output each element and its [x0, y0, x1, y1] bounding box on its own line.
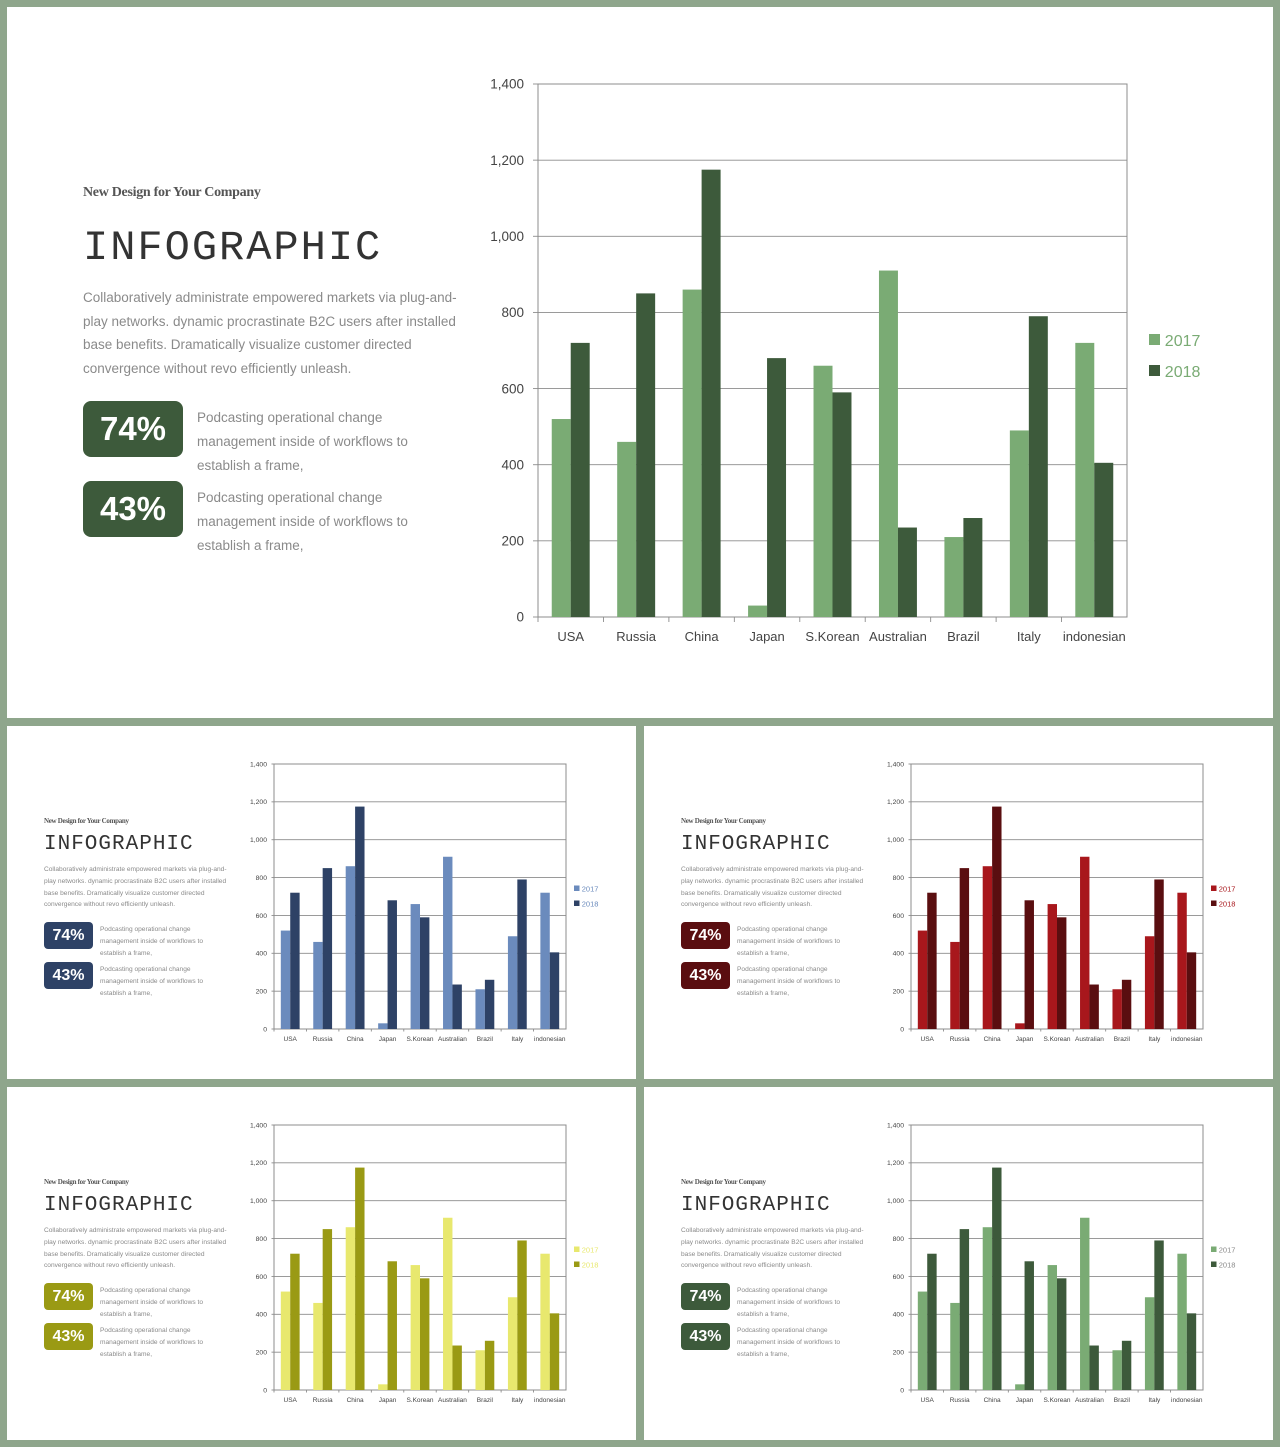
y-tick-label: 800 — [892, 1235, 904, 1243]
x-category-label: S.Korean — [1043, 1036, 1071, 1043]
legend-label: 2018 — [581, 899, 599, 909]
stat-badge: 74% — [681, 922, 730, 949]
x-category-label: Japan — [378, 1036, 397, 1043]
y-tick-label: 200 — [501, 533, 524, 549]
x-category-label: Brazil — [947, 629, 980, 644]
x-category-label: Brazil — [1113, 1036, 1131, 1043]
y-tick-label: 400 — [892, 950, 904, 958]
bar-chart — [869, 1117, 1264, 1407]
slide-yellow — [7, 1087, 636, 1440]
stat-badge: 74% — [44, 1283, 93, 1310]
slide-red — [644, 726, 1273, 1079]
bar-2018-japan — [1025, 1261, 1034, 1390]
y-tick-label: 400 — [255, 1311, 267, 1319]
legend-label: 2017 — [581, 884, 599, 894]
slide-body-text: Collaboratively administrate empowered markets via plug-and-play networks. dynamic procrastinate B2C users after installed base benefits. Dramatically visualize customer directed convergence without revo efficiently unleash. — [44, 866, 227, 909]
legend-swatch — [1211, 886, 1217, 892]
y-tick-label: 200 — [892, 1349, 904, 1357]
legend-swatch — [574, 886, 580, 892]
bar-2018-usa — [571, 343, 590, 617]
y-tick-label: 600 — [892, 912, 904, 920]
bar-2017-brazil — [475, 989, 484, 1029]
y-tick-label: 1,000 — [886, 1198, 904, 1206]
bar-2018-russia — [960, 1229, 969, 1390]
legend-swatch — [574, 1262, 580, 1268]
y-tick-label: 400 — [501, 457, 524, 473]
bar-2018-russia — [636, 293, 655, 617]
stat-description: Podcasting operational change management inside of workflows to establish a frame, — [100, 1327, 203, 1358]
bar-2017-usa — [918, 1292, 927, 1390]
bar-2018-australian — [452, 985, 461, 1029]
legend-label: 2018 — [1218, 899, 1236, 909]
stat-block — [83, 481, 458, 558]
bar-2017-russia — [313, 1303, 322, 1390]
stat-block — [44, 922, 229, 960]
stat-description: Podcasting operational change management inside of workflows to establish a frame, — [737, 926, 840, 957]
bar-2017-italy — [508, 1297, 517, 1390]
x-category-label: Australian — [1074, 1397, 1104, 1404]
bar-2018-italy — [1154, 1240, 1163, 1390]
x-category-label: USA — [920, 1397, 934, 1404]
bar-2018-usa — [290, 893, 299, 1029]
bar-2017-australian — [1080, 1218, 1089, 1390]
y-tick-label: 200 — [255, 988, 267, 996]
slide-subtitle: New Design for Your Company — [681, 1178, 766, 1186]
bar-2017-indonesian — [540, 1254, 549, 1390]
legend-swatch — [1211, 1247, 1217, 1253]
x-category-label: S.Korean — [406, 1036, 434, 1043]
x-category-label: Brazil — [1113, 1397, 1131, 1404]
legend-swatch — [574, 901, 580, 907]
bar-2018-russia — [960, 868, 969, 1029]
bar-2018-russia — [323, 868, 332, 1029]
x-category-label: Brazil — [476, 1036, 494, 1043]
stat-block — [44, 962, 229, 1000]
bar-2017-usa — [918, 931, 927, 1029]
slide-title: INFOGRAPHIC — [44, 833, 194, 856]
slide-subtitle: New Design for Your Company — [44, 1178, 129, 1186]
bar-2018-brazil — [1122, 980, 1131, 1029]
y-tick-label: 1,000 — [490, 229, 524, 245]
y-tick-label: 600 — [501, 381, 524, 397]
bar-2017-brazil — [1112, 1350, 1121, 1390]
bar-2017-russia — [313, 942, 322, 1029]
stat-description: Podcasting operational change management inside of workflows to establish a frame, — [197, 410, 408, 473]
stat-block — [44, 1323, 229, 1361]
bar-2018-usa — [927, 1254, 936, 1390]
y-tick-label: 1,400 — [490, 76, 524, 92]
y-tick-label: 1,400 — [249, 761, 267, 769]
y-tick-label: 1,000 — [249, 1198, 267, 1206]
y-tick-label: 1,400 — [886, 1122, 904, 1130]
y-tick-label: 600 — [255, 912, 267, 920]
y-tick-label: 1,200 — [490, 152, 524, 168]
slide-body-text: Collaboratively administrate empowered markets via plug-and-play networks. dynamic procrastinate B2C users after installed base benefits. Dramatically visualize customer directed convergence without revo efficiently unleash. — [681, 866, 864, 909]
bar-2018-indonesian — [1187, 952, 1196, 1029]
y-tick-label: 1,400 — [249, 1122, 267, 1130]
stat-description: Podcasting operational change management inside of workflows to establish a frame, — [100, 966, 203, 997]
bar-2018-japan — [388, 1261, 397, 1390]
stat-badge: 74% — [44, 922, 93, 949]
bar-2017-skorean — [1048, 904, 1057, 1029]
bar-2017-usa — [281, 1292, 290, 1390]
bar-2017-usa — [281, 931, 290, 1029]
stat-badge: 74% — [681, 1283, 730, 1310]
bar-2018-italy — [1029, 316, 1048, 617]
legend-label: 2017 — [1164, 332, 1201, 350]
bar-2018-japan — [767, 358, 786, 617]
x-category-label: USA — [920, 1036, 934, 1043]
stat-block — [681, 922, 866, 960]
y-tick-label: 400 — [255, 950, 267, 958]
x-category-label: indonesian — [534, 1036, 566, 1043]
bar-2018-skorean — [420, 917, 429, 1029]
bar-2018-australian — [898, 528, 917, 617]
stat-badge: 43% — [681, 1323, 730, 1350]
x-category-label: Russia — [949, 1036, 970, 1043]
x-category-label: Japan — [1015, 1036, 1034, 1043]
bar-2018-usa — [927, 893, 936, 1029]
bar-chart — [477, 67, 1237, 667]
x-category-label: Russia — [312, 1036, 333, 1043]
bar-2018-australian — [452, 1346, 461, 1390]
stat-block — [681, 962, 866, 1000]
bar-2017-russia — [617, 442, 636, 617]
bar-2018-skorean — [420, 1278, 429, 1390]
x-category-label: China — [983, 1397, 1001, 1404]
bar-2017-japan — [1015, 1023, 1024, 1029]
bar-2018-brazil — [485, 1341, 494, 1390]
bar-2018-indonesian — [550, 952, 559, 1029]
stat-badge: 43% — [83, 481, 183, 537]
bar-2017-italy — [1145, 936, 1154, 1029]
y-tick-label: 400 — [892, 1311, 904, 1319]
bar-2017-japan — [748, 606, 767, 617]
legend-label: 2018 — [1218, 1260, 1236, 1270]
bar-2018-skorean — [1057, 1278, 1066, 1390]
bar-2018-russia — [323, 1229, 332, 1390]
x-category-label: Brazil — [476, 1397, 494, 1404]
x-category-label: China — [346, 1036, 364, 1043]
bar-2018-japan — [1025, 900, 1034, 1029]
slide-body-text: Collaboratively administrate empowered markets via plug-and-play networks. dynamic procrastinate B2C users after installed base benefits. Dramatically visualize customer directed convergence without revo efficiently unleash. — [681, 1227, 864, 1270]
x-category-label: Italy — [1148, 1397, 1161, 1404]
stat-block — [681, 1323, 866, 1361]
legend-swatch — [1149, 365, 1160, 376]
x-category-label: Australian — [869, 629, 927, 644]
x-category-label: S.Korean — [805, 629, 860, 644]
slide-subtitle: New Design for Your Company — [681, 817, 766, 825]
x-category-label: Italy — [1016, 629, 1041, 644]
y-tick-label: 200 — [255, 1349, 267, 1357]
x-category-label: USA — [283, 1397, 297, 1404]
stat-badge: 43% — [681, 962, 730, 989]
x-category-label: Italy — [1148, 1036, 1161, 1043]
y-tick-label: 1,200 — [886, 1160, 904, 1168]
y-tick-label: 600 — [892, 1273, 904, 1281]
stat-description: Podcasting operational change management inside of workflows to establish a frame, — [737, 966, 840, 997]
bar-2017-skorean — [411, 1265, 420, 1390]
legend-swatch — [1211, 1262, 1217, 1268]
y-tick-label: 600 — [255, 1273, 267, 1281]
y-tick-label: 200 — [892, 988, 904, 996]
y-tick-label: 1,000 — [249, 837, 267, 845]
x-category-label: Japan — [378, 1397, 397, 1404]
bar-2017-china — [683, 290, 702, 617]
slide-blue — [7, 726, 636, 1079]
bar-2018-china — [355, 1168, 364, 1390]
legend-label: 2018 — [1164, 363, 1201, 381]
x-category-label: indonesian — [534, 1397, 566, 1404]
bar-2018-indonesian — [550, 1313, 559, 1390]
bar-2017-skorean — [411, 904, 420, 1029]
x-category-label: indonesian — [1171, 1036, 1203, 1043]
bar-2018-china — [992, 1168, 1001, 1390]
slide-title: INFOGRAPHIC — [44, 1194, 194, 1217]
y-tick-label: 800 — [892, 874, 904, 882]
x-category-label: China — [983, 1036, 1001, 1043]
x-category-label: China — [684, 629, 719, 644]
bar-2017-russia — [950, 1303, 959, 1390]
bar-2017-china — [346, 866, 355, 1029]
x-category-label: Russia — [312, 1397, 333, 1404]
legend-label: 2018 — [581, 1260, 599, 1270]
stat-description: Podcasting operational change management inside of workflows to establish a frame, — [100, 1287, 203, 1318]
bar-2018-australian — [1089, 985, 1098, 1029]
bar-chart — [232, 756, 627, 1046]
bar-2017-japan — [1015, 1384, 1024, 1390]
bar-2017-indonesian — [1177, 1254, 1186, 1390]
y-tick-label: 1,200 — [249, 799, 267, 807]
bar-2018-indonesian — [1187, 1313, 1196, 1390]
bar-2017-usa — [552, 419, 571, 617]
stat-badge: 43% — [44, 962, 93, 989]
stat-badge: 43% — [44, 1323, 93, 1350]
y-tick-label: 1,000 — [886, 837, 904, 845]
bar-2018-china — [702, 170, 721, 617]
x-category-label: Russia — [949, 1397, 970, 1404]
x-category-label: Japan — [749, 629, 785, 644]
y-tick-label: 0 — [516, 609, 524, 625]
slide-subtitle: New Design for Your Company — [44, 817, 129, 825]
legend-label: 2017 — [1218, 1245, 1236, 1255]
y-tick-label: 800 — [255, 874, 267, 882]
bar-2018-brazil — [1122, 1341, 1131, 1390]
stat-description: Podcasting operational change management inside of workflows to establish a frame, — [197, 490, 408, 553]
bar-2017-china — [983, 1227, 992, 1390]
bar-2017-japan — [378, 1384, 387, 1390]
stat-block — [44, 1283, 229, 1321]
y-tick-label: 1,200 — [886, 799, 904, 807]
legend-label: 2017 — [1218, 884, 1236, 894]
bar-2018-indonesian — [1094, 463, 1113, 617]
slide-body-text: Collaboratively administrate empowered markets via plug-and-play networks. dynamic procrastinate B2C users after installed base benefits. Dramatically visualize customer directed convergence without revo efficiently unleash. — [44, 1227, 227, 1270]
y-tick-label: 800 — [501, 305, 524, 321]
x-category-label: Japan — [1015, 1397, 1034, 1404]
slide-title: INFOGRAPHIC — [681, 833, 831, 856]
bar-2017-australian — [443, 857, 452, 1029]
x-category-label: Australian — [1074, 1036, 1104, 1043]
slide-subtitle: New Design for Your Company — [83, 185, 261, 200]
y-tick-label: 1,400 — [886, 761, 904, 769]
legend-swatch — [574, 1247, 580, 1253]
x-category-label: USA — [557, 629, 585, 644]
y-tick-label: 0 — [900, 1387, 904, 1395]
bar-2018-brazil — [963, 518, 982, 617]
legend-label: 2017 — [581, 1245, 599, 1255]
x-category-label: Italy — [511, 1036, 524, 1043]
slide-title: INFOGRAPHIC — [83, 224, 383, 272]
stat-description: Podcasting operational change management inside of workflows to establish a frame, — [100, 926, 203, 957]
y-tick-label: 0 — [263, 1026, 267, 1034]
bar-chart — [869, 756, 1264, 1046]
bar-2018-italy — [517, 879, 526, 1029]
bar-2018-italy — [1154, 879, 1163, 1029]
bar-2017-italy — [1010, 430, 1029, 617]
x-category-label: S.Korean — [406, 1397, 434, 1404]
bar-2018-skorean — [1057, 917, 1066, 1029]
bar-2017-australian — [879, 271, 898, 617]
bar-2017-indonesian — [1075, 343, 1094, 617]
bar-2017-australian — [1080, 857, 1089, 1029]
slide-main — [7, 7, 1273, 718]
bar-2018-australian — [1089, 1346, 1098, 1390]
x-category-label: USA — [283, 1036, 297, 1043]
stat-description: Podcasting operational change management inside of workflows to establish a frame, — [737, 1287, 840, 1318]
bar-2017-indonesian — [540, 893, 549, 1029]
x-category-label: Australian — [437, 1397, 467, 1404]
stat-badge: 74% — [83, 401, 183, 457]
x-category-label: indonesian — [1062, 629, 1126, 644]
bar-2017-japan — [378, 1023, 387, 1029]
bar-2017-china — [346, 1227, 355, 1390]
bar-2018-brazil — [485, 980, 494, 1029]
y-tick-label: 800 — [255, 1235, 267, 1243]
stat-block — [83, 401, 458, 478]
x-category-label: S.Korean — [1043, 1397, 1071, 1404]
bar-2018-china — [355, 807, 364, 1029]
x-category-label: Australian — [437, 1036, 467, 1043]
bar-2018-skorean — [833, 392, 852, 617]
y-tick-label: 1,200 — [249, 1160, 267, 1168]
bar-2017-russia — [950, 942, 959, 1029]
bar-2017-italy — [508, 936, 517, 1029]
stat-description: Podcasting operational change management inside of workflows to establish a frame, — [737, 1327, 840, 1358]
x-category-label: indonesian — [1171, 1397, 1203, 1404]
slide-green — [644, 1087, 1273, 1440]
slide-title: INFOGRAPHIC — [681, 1194, 831, 1217]
legend-swatch — [1211, 901, 1217, 907]
bar-2018-japan — [388, 900, 397, 1029]
legend-swatch — [1149, 334, 1160, 345]
bar-2017-italy — [1145, 1297, 1154, 1390]
y-tick-label: 0 — [900, 1026, 904, 1034]
bar-2018-china — [992, 807, 1001, 1029]
y-tick-label: 0 — [263, 1387, 267, 1395]
bar-2018-italy — [517, 1240, 526, 1390]
bar-chart — [232, 1117, 627, 1407]
bar-2018-usa — [290, 1254, 299, 1390]
stat-block — [681, 1283, 866, 1321]
bar-2017-skorean — [1048, 1265, 1057, 1390]
slide-body-text: Collaboratively administrate empowered markets via plug-and-play networks. dynamic procrastinate B2C users after installed base benefits. Dramatically visualize customer directed convergence without revo efficiently unleash. — [83, 290, 457, 377]
bar-2017-skorean — [814, 366, 833, 617]
bar-2017-australian — [443, 1218, 452, 1390]
bar-2017-china — [983, 866, 992, 1029]
bar-2017-brazil — [475, 1350, 484, 1390]
bar-2017-brazil — [1112, 989, 1121, 1029]
x-category-label: Italy — [511, 1397, 524, 1404]
x-category-label: Russia — [616, 629, 657, 644]
bar-2017-brazil — [944, 537, 963, 617]
bar-2017-indonesian — [1177, 893, 1186, 1029]
x-category-label: China — [346, 1397, 364, 1404]
